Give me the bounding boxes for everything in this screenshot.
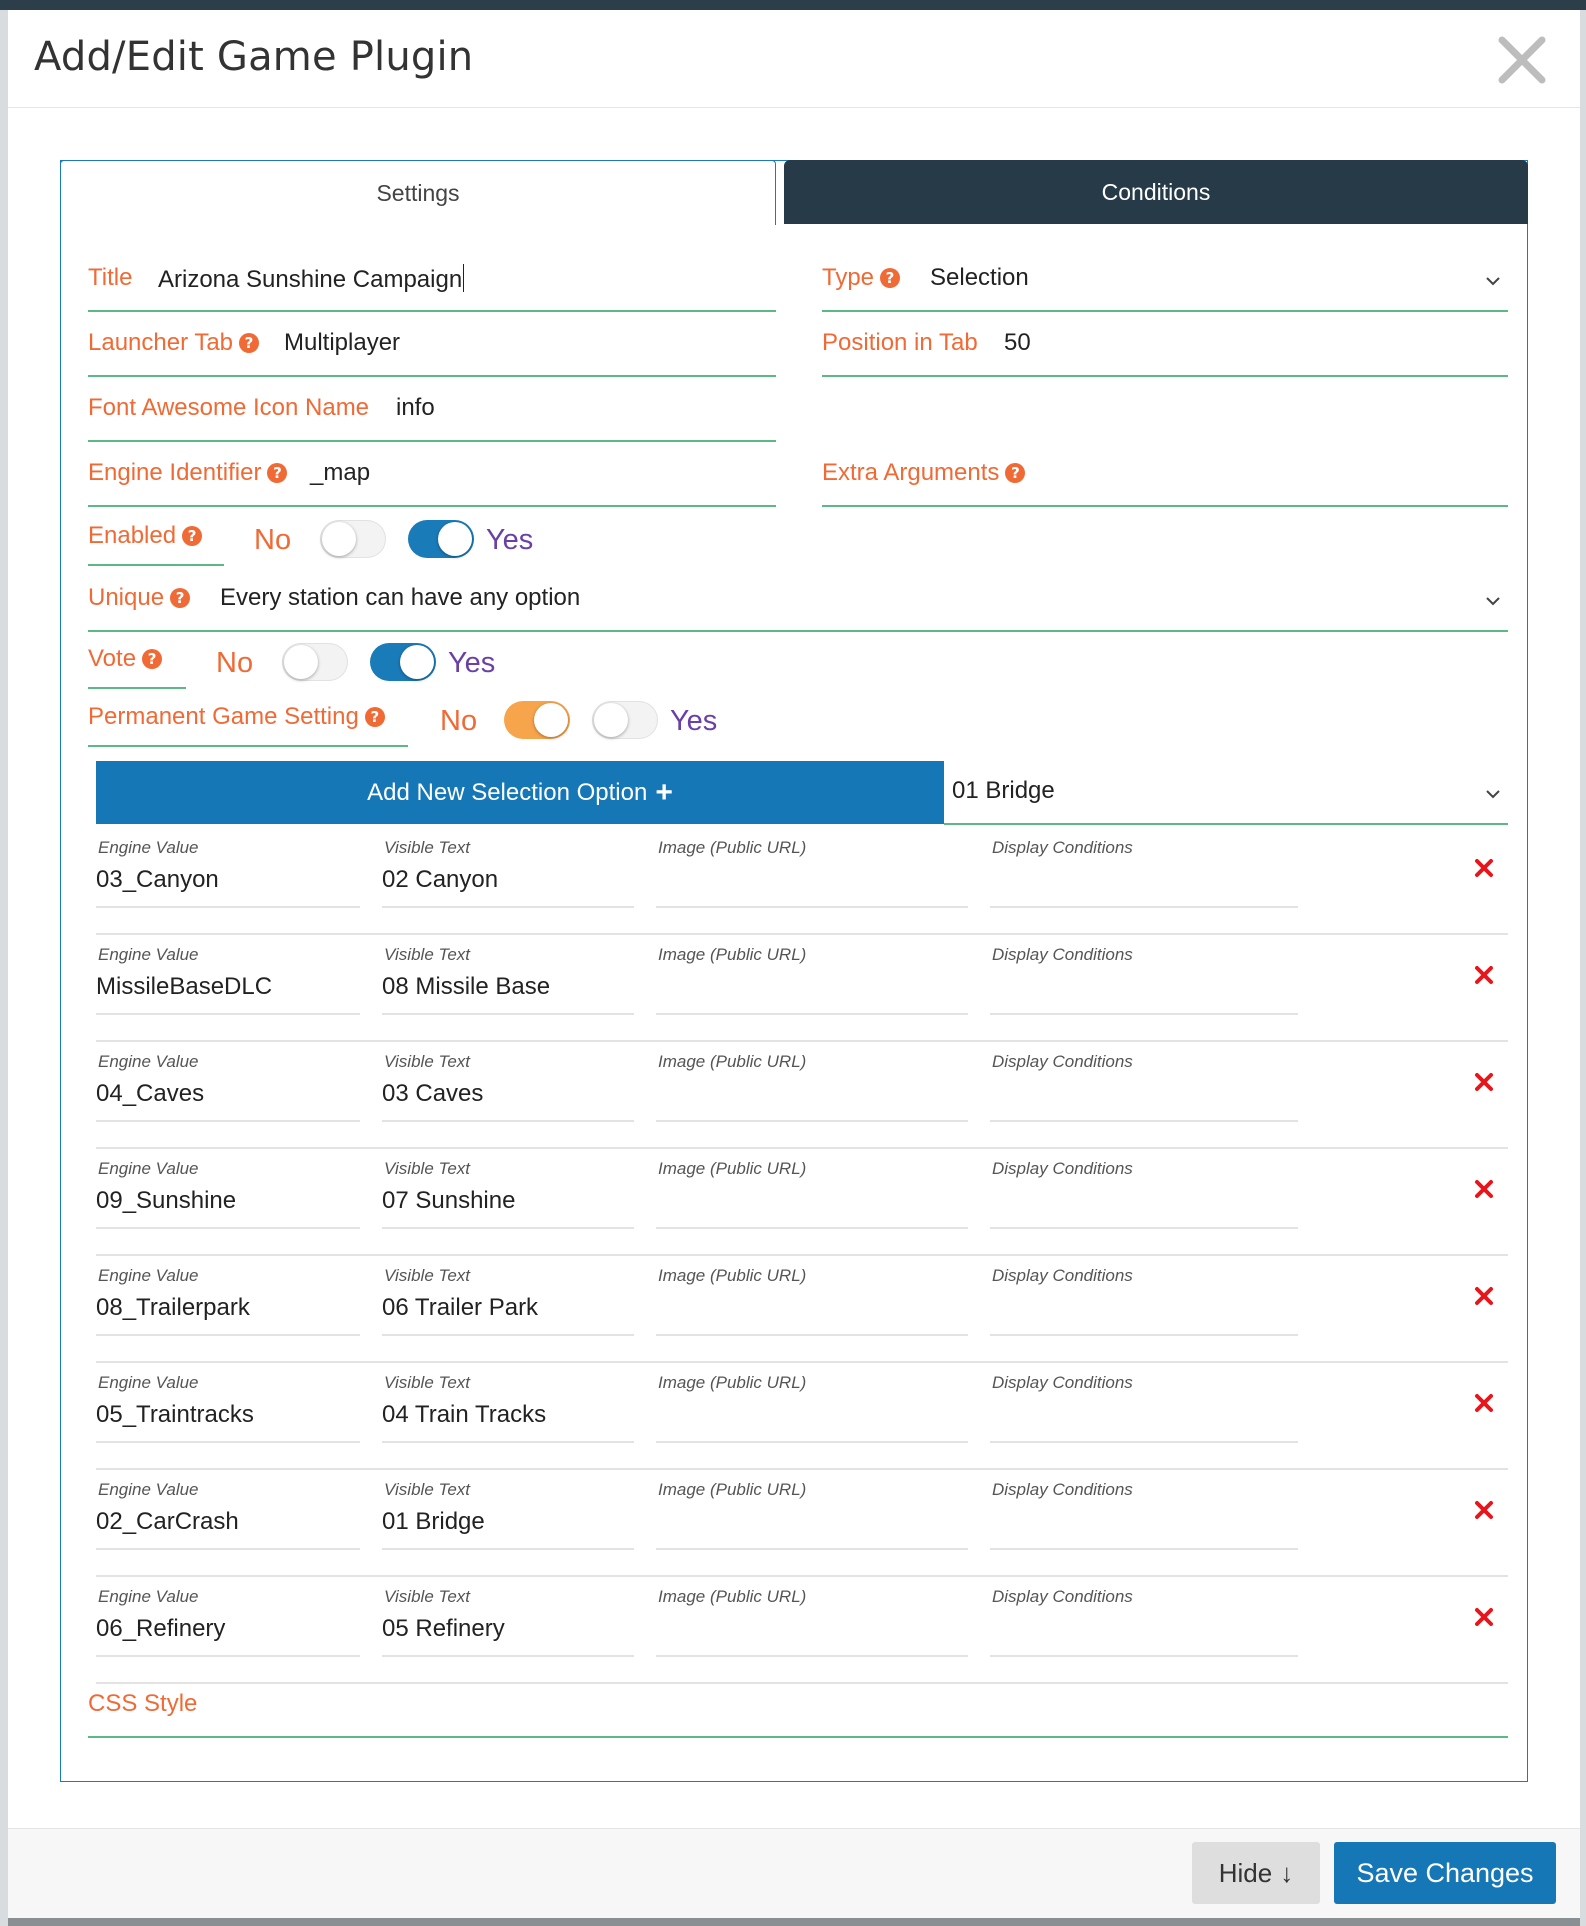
engine-value-input[interactable] <box>96 1149 360 1229</box>
display-conditions-input[interactable] <box>990 828 1298 908</box>
arrow-down-icon: ↓ <box>1280 1857 1294 1888</box>
visible-text-header: Visible Text <box>384 1480 470 1499</box>
permanent-toggle-row <box>88 691 788 749</box>
image-url-input[interactable] <box>656 1149 968 1229</box>
image-url-input[interactable] <box>656 828 968 908</box>
delete-icon[interactable] <box>1474 1607 1494 1627</box>
visible-text-header: Visible Text <box>384 1052 470 1071</box>
visible-text-header: Visible Text <box>384 1587 470 1606</box>
enabled-yes-switch[interactable] <box>408 520 474 558</box>
display-conditions-header: Display Conditions <box>992 1159 1133 1178</box>
permanent-label: Permanent Game Setting ? <box>88 703 385 731</box>
visible-text-input[interactable] <box>382 1577 634 1657</box>
delete-icon[interactable] <box>1474 858 1494 878</box>
visible-text-header: Visible Text <box>384 1373 470 1392</box>
unique-select[interactable] <box>88 570 1508 632</box>
display-conditions-input[interactable] <box>990 935 1298 1015</box>
image-url-input[interactable] <box>656 1042 968 1122</box>
engine-value-header: Engine Value <box>98 1266 199 1285</box>
position-in-tab-input[interactable]: 50 <box>1004 329 1031 356</box>
display-conditions-header: Display Conditions <box>992 1266 1133 1285</box>
help-icon: ? <box>239 333 259 353</box>
engine-value-header: Engine Value <box>98 1159 199 1178</box>
vote-yes-switch[interactable] <box>370 643 436 681</box>
engine-value-input[interactable] <box>96 1470 360 1550</box>
display-conditions-header: Display Conditions <box>992 1052 1133 1071</box>
enabled-no-switch[interactable] <box>320 520 386 558</box>
extra-arguments-label: Extra Arguments ? <box>822 459 1025 487</box>
engine-value-value: 06_Refinery <box>96 1615 226 1642</box>
delete-icon[interactable] <box>1474 965 1494 985</box>
enabled-toggle-row <box>88 510 588 568</box>
title-field[interactable] <box>88 250 776 312</box>
engine-value-input[interactable] <box>96 1363 360 1443</box>
tab-settings[interactable]: Settings <box>60 160 776 225</box>
engine-value-value: 04_Caves <box>96 1080 205 1107</box>
chevron-down-icon <box>1484 592 1502 610</box>
engine-value-input[interactable] <box>96 1256 360 1336</box>
css-style-field[interactable] <box>88 1676 1508 1738</box>
type-label: Type ? <box>822 264 900 292</box>
text-cursor <box>463 264 464 292</box>
engine-value-value: MissileBaseDLC <box>96 973 273 1000</box>
launcher-tab-label: Launcher Tab ? <box>88 329 259 357</box>
visible-text-input[interactable] <box>382 1042 634 1122</box>
engine-value-input[interactable] <box>96 935 360 1015</box>
chevron-down-icon <box>1484 272 1502 290</box>
help-icon: ? <box>365 707 385 727</box>
display-conditions-input[interactable] <box>990 1149 1298 1229</box>
delete-icon[interactable] <box>1474 1179 1494 1199</box>
engine-value-value: 09_Sunshine <box>96 1187 237 1214</box>
tab-conditions[interactable]: Conditions <box>784 160 1528 224</box>
help-icon: ? <box>182 526 202 546</box>
add-selection-option-button[interactable] <box>96 761 944 824</box>
title-label: Title <box>88 264 133 291</box>
visible-text-input[interactable] <box>382 1256 634 1336</box>
default-option-value: 01 Bridge <box>952 777 1055 804</box>
title-input[interactable]: Arizona Sunshine Campaign <box>158 266 463 293</box>
close-icon[interactable] <box>1494 32 1550 88</box>
option-row <box>96 1470 1508 1577</box>
launcher-tab-input[interactable]: Multiplayer <box>284 329 401 356</box>
visible-text-header: Visible Text <box>384 1266 470 1285</box>
font-awesome-label: Font Awesome Icon Name <box>88 394 370 421</box>
help-icon: ? <box>1005 463 1025 483</box>
visible-text-value: 03 Caves <box>382 1080 484 1107</box>
visible-text-value: 05 Refinery <box>382 1615 505 1642</box>
type-value: Selection <box>930 264 1029 291</box>
visible-text-value: 04 Train Tracks <box>382 1401 547 1428</box>
modal-title: Add/Edit Game Plugin <box>34 34 474 80</box>
option-row <box>96 1363 1508 1470</box>
hide-label: Hide <box>1218 1857 1273 1888</box>
engine-value-header: Engine Value <box>98 838 199 857</box>
image-url-header: Image (Public URL) <box>658 1373 807 1392</box>
vote-no-label: No <box>216 647 254 679</box>
visible-text-input[interactable] <box>382 935 634 1015</box>
background-page-left <box>0 10 8 1926</box>
image-url-header: Image (Public URL) <box>658 838 807 857</box>
engine-value-input[interactable] <box>96 1577 360 1657</box>
engine-value-value: 05_Traintracks <box>96 1401 254 1428</box>
image-url-header: Image (Public URL) <box>658 945 807 964</box>
delete-icon[interactable] <box>1474 1393 1494 1413</box>
engine-value-header: Engine Value <box>98 945 199 964</box>
display-conditions-header: Display Conditions <box>992 945 1133 964</box>
enabled-label: Enabled ? <box>88 522 202 550</box>
enabled-label-wrap <box>88 510 224 566</box>
visible-text-input[interactable] <box>382 1363 634 1443</box>
permanent-no-label: No <box>440 705 478 737</box>
position-in-tab-field[interactable] <box>822 315 1508 377</box>
type-select[interactable] <box>822 250 1508 312</box>
display-conditions-input[interactable] <box>990 1470 1298 1550</box>
visible-text-value: 06 Trailer Park <box>382 1294 539 1321</box>
option-row <box>96 828 1508 935</box>
display-conditions-input[interactable] <box>990 1363 1298 1443</box>
engine-value-value: 03_Canyon <box>96 866 219 893</box>
visible-text-value: 08 Missile Base <box>382 973 551 1000</box>
default-option-select[interactable] <box>944 761 1508 825</box>
plugin-modal <box>8 10 1580 1918</box>
vote-label-wrap <box>88 633 186 689</box>
display-conditions-input[interactable] <box>990 1577 1298 1657</box>
display-conditions-input[interactable] <box>990 1256 1298 1336</box>
option-row <box>96 1256 1508 1363</box>
save-changes-button[interactable]: Save Changes <box>1334 1842 1556 1904</box>
engine-value-input[interactable] <box>96 828 360 908</box>
delete-icon[interactable] <box>1474 1286 1494 1306</box>
display-conditions-header: Display Conditions <box>992 838 1133 857</box>
image-url-input[interactable] <box>656 1577 968 1657</box>
visible-text-input[interactable] <box>382 1470 634 1550</box>
extra-arguments-field[interactable] <box>822 445 1508 507</box>
image-url-input[interactable] <box>656 1363 968 1443</box>
vote-no-switch[interactable] <box>282 643 348 681</box>
display-conditions-header: Display Conditions <box>992 1373 1133 1392</box>
option-row <box>96 1577 1508 1684</box>
launcher-tab-field[interactable] <box>88 315 776 377</box>
unique-value: Every station can have any option <box>220 584 581 611</box>
engine-value-value: 02_CarCrash <box>96 1508 239 1535</box>
vote-label: Vote ? <box>88 645 162 673</box>
enabled-no-label: No <box>254 524 292 556</box>
help-icon: ? <box>880 268 900 288</box>
visible-text-input[interactable] <box>382 1149 634 1229</box>
vote-yes-label: Yes <box>448 647 496 679</box>
visible-text-header: Visible Text <box>384 1159 470 1178</box>
help-icon: ? <box>267 463 287 483</box>
font-awesome-input[interactable]: info <box>396 394 435 421</box>
option-row <box>96 935 1508 1042</box>
vote-toggle-row <box>88 633 588 691</box>
image-url-input[interactable] <box>656 1470 968 1550</box>
background-page-right <box>1580 10 1586 1926</box>
option-row <box>96 1149 1508 1256</box>
font-awesome-field[interactable] <box>88 380 776 442</box>
css-style-label: CSS Style <box>88 1690 198 1717</box>
engine-identifier-label: Engine Identifier ? <box>88 459 287 487</box>
permanent-label-wrap <box>88 691 408 747</box>
engine-value-header: Engine Value <box>98 1373 199 1392</box>
plus-icon: + <box>655 775 673 809</box>
enabled-yes-label: Yes <box>486 524 534 556</box>
help-icon: ? <box>142 649 162 669</box>
visible-text-value: 07 Sunshine <box>382 1187 516 1214</box>
engine-value-input[interactable] <box>96 1042 360 1122</box>
engine-value-header: Engine Value <box>98 1587 199 1606</box>
delete-icon[interactable] <box>1474 1072 1494 1092</box>
image-url-header: Image (Public URL) <box>658 1052 807 1071</box>
display-conditions-header: Display Conditions <box>992 1480 1133 1499</box>
display-conditions-input[interactable] <box>990 1042 1298 1122</box>
image-url-input[interactable] <box>656 1256 968 1336</box>
add-option-label: Add New Selection Option <box>367 778 648 806</box>
image-url-header: Image (Public URL) <box>658 1266 807 1285</box>
image-url-header: Image (Public URL) <box>658 1159 807 1178</box>
help-icon: ? <box>170 588 190 608</box>
delete-icon[interactable] <box>1474 1500 1494 1520</box>
visible-text-value: 02 Canyon <box>382 866 499 893</box>
engine-identifier-field[interactable] <box>88 445 776 507</box>
chevron-down-icon <box>1484 785 1502 803</box>
visible-text-value: 01 Bridge <box>382 1508 485 1535</box>
display-conditions-header: Display Conditions <box>992 1587 1133 1606</box>
visible-text-header: Visible Text <box>384 945 470 964</box>
image-url-header: Image (Public URL) <box>658 1587 807 1606</box>
image-url-header: Image (Public URL) <box>658 1480 807 1499</box>
permanent-yes-label: Yes <box>670 705 718 737</box>
position-in-tab-label: Position in Tab <box>822 329 978 356</box>
engine-identifier-input[interactable]: _map <box>310 459 371 486</box>
engine-value-header: Engine Value <box>98 1052 199 1071</box>
engine-value-value: 08_Trailerpark <box>96 1294 250 1321</box>
visible-text-input[interactable] <box>382 828 634 908</box>
page-topbar <box>0 0 1586 10</box>
engine-value-header: Engine Value <box>98 1480 199 1499</box>
modal-header <box>8 10 1580 108</box>
visible-text-header: Visible Text <box>384 838 470 857</box>
unique-label: Unique ? <box>88 584 190 612</box>
image-url-input[interactable] <box>656 935 968 1015</box>
option-row <box>96 1042 1508 1149</box>
hide-button[interactable] <box>1192 1842 1320 1904</box>
permanent-yes-switch[interactable] <box>592 701 658 739</box>
permanent-no-switch[interactable] <box>504 701 570 739</box>
